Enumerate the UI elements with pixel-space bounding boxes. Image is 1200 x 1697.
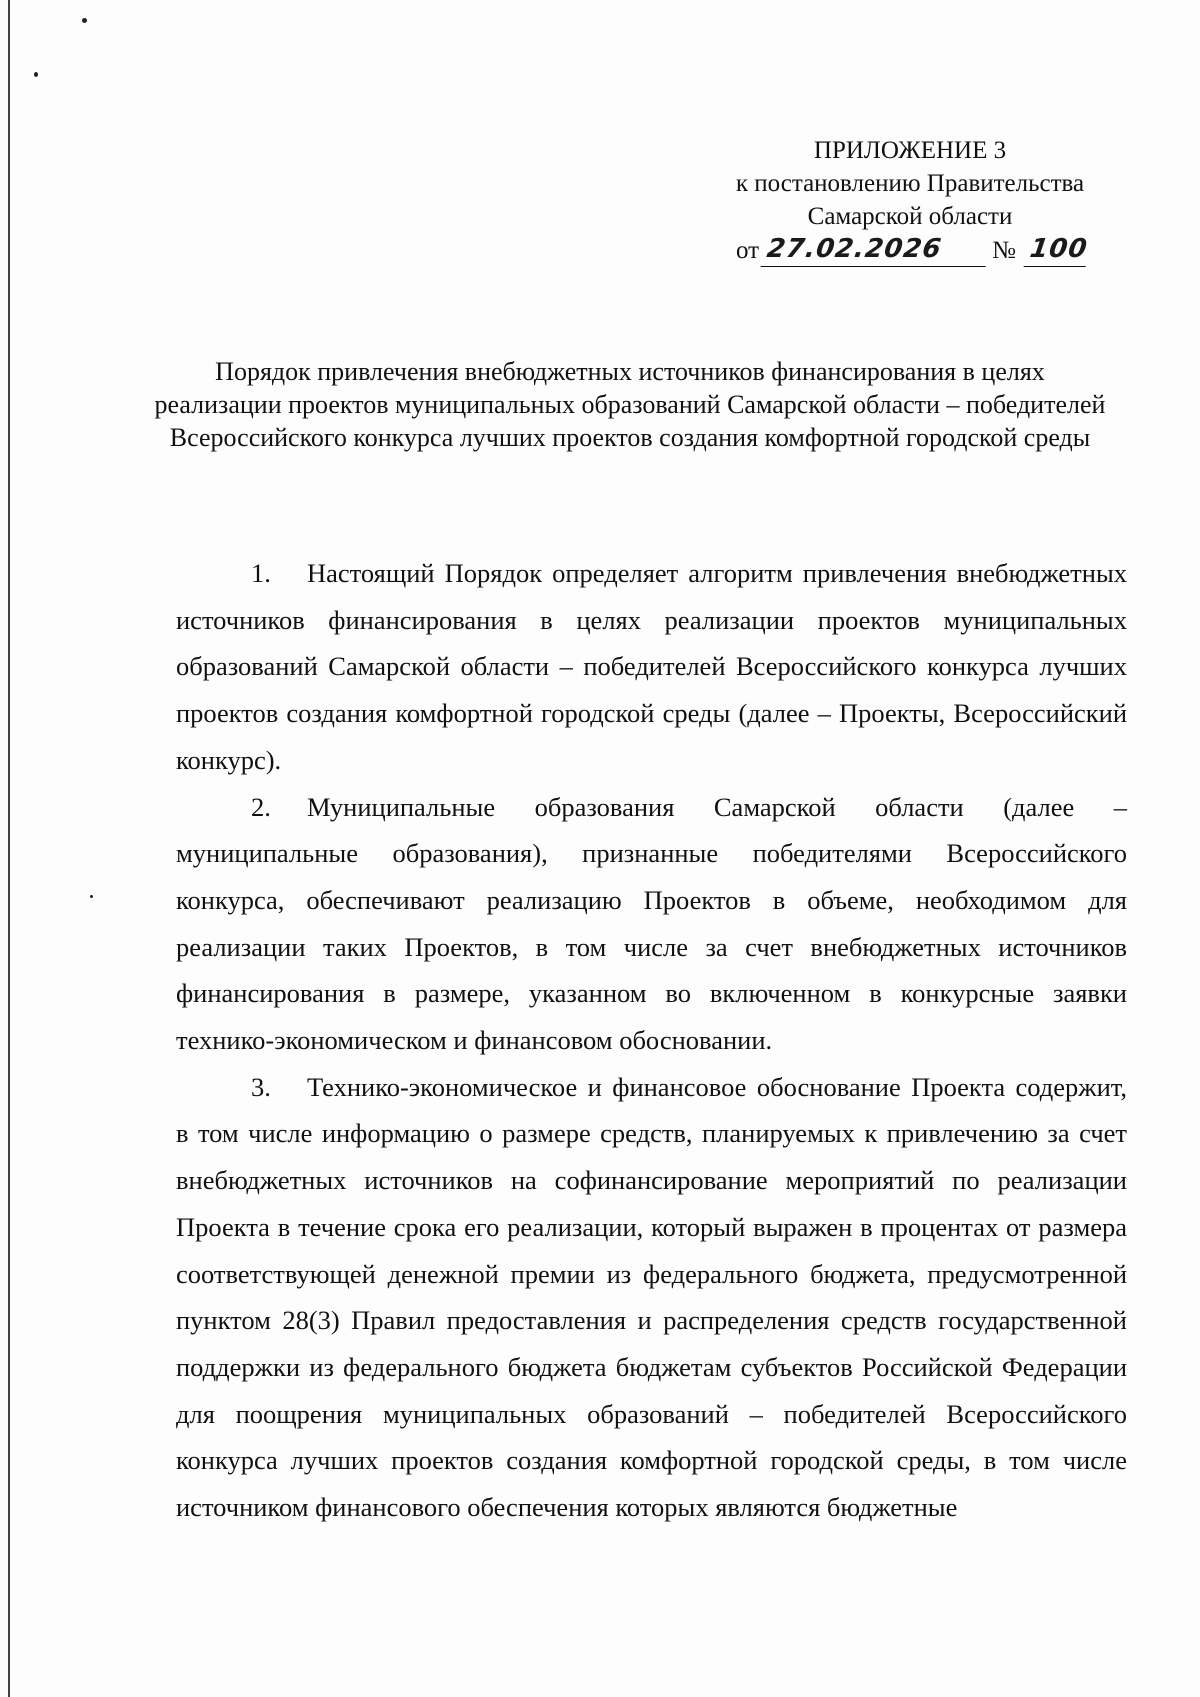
document-title: Порядок привлечения внебюджетных источников финансирования в целях реализации проектов муниципальных образований Самарской области – победителей Всероссийского конкурса лучших проектов создания комфортной городской среды — [154, 357, 1106, 452]
handwritten-date: 27.02.2026 — [761, 233, 991, 267]
date-prefix: от — [736, 237, 760, 264]
appendix-date-line — [700, 233, 1120, 267]
handwritten-number: 100 — [1024, 233, 1091, 267]
appendix-region-line: Самарской области — [807, 203, 1013, 230]
scan-speck — [34, 72, 38, 77]
scan-left-edge — [8, 0, 10, 1697]
scan-speck — [82, 18, 87, 23]
paragraph-text: Муниципальные образования Самарской области (далее – муниципальные образования), признанные победителями Всероссийского конкурса, обеспечивают реализацию Проектов в объеме, необходимом для реализации таких Проектов, в том числе за счет внебюджетных источников финансирования в размере, указанном во включенном в конкурсные заявки технико-экономическом и финансовом обосновании. — [176, 791, 1127, 1056]
paragraph-number: 3. — [251, 1071, 271, 1102]
paragraph-number: 2. — [251, 791, 271, 822]
number-prefix: № — [992, 237, 1016, 264]
document-body — [176, 550, 1127, 1531]
paragraph-text: Настоящий Порядок определяет алгоритм привлечения внебюджетных источников финансирования в целях реализации проектов муниципальных образований Самарской области – победителей Всероссийского конкурса лучших проектов создания комфортной городской среды (далее – Проекты, Всероссийский конкурс). — [176, 558, 1127, 775]
paragraph-3 — [176, 1064, 1127, 1531]
appendix-label: ПРИЛОЖЕНИЕ 3 — [813, 137, 1007, 164]
paragraph-text: Технико-экономическое и финансовое обоснование Проекта содержит, в том числе информацию о размере средств, планируемых к привлечению за счет внебюджетных источников на софинансирование мероприятий по реализации Проекта в течение срока его реализации, который выражен в процентах от размера соответствующей денежной премии из федерального бюджета, предусмотренной пунктом 28(3) Правил предоставления и распределения средств государственной поддержки из федерального бюджета бюджетам субъектов Российской Федерации для поощрения муниципальных образований – победителей Всероссийского конкурса лучших проектов создания комфортной городской среды, в том числе источником финансового обеспечения которых являются бюджетные — [176, 1071, 1127, 1523]
appendix-resolution-line: к постановлению Правительства — [735, 170, 1085, 197]
paragraph-2 — [176, 784, 1127, 1064]
paragraph-1 — [176, 550, 1127, 784]
appendix-header — [700, 134, 1120, 267]
scan-speck — [90, 895, 93, 898]
paragraph-number: 1. — [251, 558, 271, 588]
